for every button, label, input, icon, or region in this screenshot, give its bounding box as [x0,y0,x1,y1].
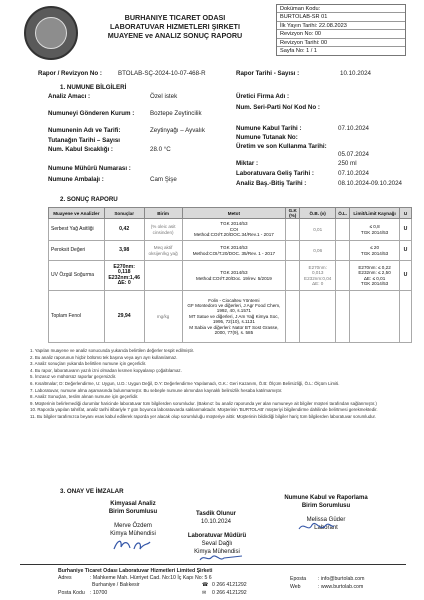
recovery-cell [286,219,300,241]
certification-date: 10.10.2024 [200,519,232,525]
footer-postal: : 10700 [90,590,108,596]
field-label: Numune Mühürü Numarası : [48,165,131,172]
result-cell: 29,94 [104,291,144,343]
column-header: Birim [144,208,182,219]
org-name: BURHANIYE TICARET ODASI [124,13,226,22]
note-item: 10. Raporda yapılan tahrifat, analiz tarihi itibariyle 7 gün boyunca laboratuvarda saklanmaktadır. Müşterinin 'BURTOLAB' müşteriyi bilgilendirme dahilinde belirtmesi gerekmektedir. [30,407,378,413]
chamber-logo [24,6,78,60]
unit-cell: (% oleic asit cinsinden) [144,219,182,241]
table-row [49,261,412,291]
signer-role: Laborant [314,525,338,531]
handwritten-signature [112,537,152,553]
result-cell: 0,42 [104,219,144,241]
method-cell: TGK 2014/53 Method:COI/T.20/Doc. 19/rev. 5/2019 [182,261,286,291]
lab-name: LABORATUVAR HIZMETLERI ŞIRKETI [110,22,240,31]
test-name-cell: Toplam Fenol [49,291,105,343]
field-label: Analiz Baş.-Bitiş Tarihi : [236,180,307,187]
note-item: 11. Bu bilgiler tarafımızca beyanı esas kabul edilerek raporda yer alacak olup sorumluluğu müşteriye aittir. Müşterinin bildirdiği bilgiler hariç tüm bilgilerden laboratuvar sorumludur. [30,413,376,419]
recovery-cell [286,241,300,261]
field-value: 07.10.2024 [338,125,369,132]
handwritten-signature [198,552,246,564]
note-item: 4. Bu rapor, laboratuvarın yazılı izni olmadan kısmen kopyalanıp çoğaltılamaz. [30,367,182,373]
field-value: 07.10.2024 [338,170,369,177]
measurement-limit-cell [336,291,350,343]
report-date: 10.10.2024 [340,70,371,77]
evaluation-cell: U [399,241,411,261]
footer-address-1: : Mahkeme Mah. Hürriyet Cad. No:10 İç Kapı No: 5 6 [90,575,212,581]
measurement-limit-cell [336,261,350,291]
note-item: 7. Laboratuvar, numune alma aşamasında bulunmamıştır. Bu sebeple numune alımından kaynaklı belirsizlik hesaba katılmamıştır. [30,387,283,393]
doc-code-label: Doküman Kodu: [277,5,405,13]
phone-icon: ☎ [202,582,209,588]
page-number: Sayfa No: 1 / 1 [280,47,318,54]
report-no-label: Rapor / Revizyon No : [38,70,102,77]
field-value: Boztepe Zeytincilik [150,110,202,117]
signature-title: Birim Sorumlusu [108,509,158,515]
result-cell: 3,98 [104,241,144,261]
field-label: Numunenin Adı ve Tarifi: [48,127,121,134]
field-value: 28.0 °C [150,146,171,153]
footer-company: Burhaniye Ticaret Odası Laboratuvar Hizmetleri Limited Şirketi [58,568,213,574]
report-no: BTOLAB-SÇ-2024-10-07-468-R [118,70,206,77]
handwritten-signature [296,519,336,535]
recovery-cell [286,291,300,343]
note-item: 2. Bu analiz raporunun hiçbir bölümü tek başına veya ayrı ayrı kullanılamaz. [30,354,178,360]
field-label: Numuneyi Gönderen Kurum : [48,110,135,117]
recovery-cell [286,261,300,291]
field-value: Özel istek [150,93,178,100]
doc-code: BURTOLAB-SR 01 [277,13,405,21]
report-header-title [80,13,270,40]
field-value: 08.10.2024-09.10.2024 [338,180,402,187]
signer-role: Kimya Mühendisi [110,531,156,537]
field-label: Tutanağın Tarihi – Sayısı [48,137,120,144]
measurement-limit-cell [336,219,350,241]
uncertainty-cell: 0,01 [300,219,336,241]
column-header: Ö.B. (±) [300,208,336,219]
field-label: Num. Seri-Parti No/ Kod No : [236,104,320,111]
field-value: Zeytinyağı – Ayvalık [150,127,205,134]
table-row [49,241,412,261]
test-name-cell: Serbest Yağ Asitliği [49,219,105,241]
signer-role: Kimya Mühendisi [194,549,240,555]
footer-web-label: Web [290,584,301,590]
results-table [48,207,412,343]
method-cell: Folin - Ciocalteu Yöntemi GF Montedoro ve diğerleri, J Agr Food Chem, 1992, 40, s.1571 MT Satue ve diğerleri, J Am Yağ Kimya Soc, 1995, 72(10), s.1131 M Sabia ve diğerleri: Natür BT Sost Grasse, 2000, 77(9), s. 585 [182,291,286,343]
measurement-limit-cell [336,241,350,261]
field-label: Üretim ve son Kullanma Tarihi: [236,143,327,150]
signature-title: Numune Kabul ve Raporlama [284,495,368,501]
note-item: 1. Yapılan muayene ve analiz sonucunda yukarıda belirtilen değerler tespit edilmiştir. [30,348,195,353]
test-name-cell: UV Özgül Soğurma [49,261,105,291]
certification-block [176,510,256,526]
first-publication-date: İlk Yayın Tarihi: 22.08.2023 [277,22,405,30]
signer-name: Melissa Güder [306,517,346,523]
results-section-title: 2. SONUÇ RAPORU [60,196,118,203]
column-header: Metot [182,208,286,219]
table-row [49,291,412,343]
column-header: G.K (%) [286,208,300,219]
column-header: Ö.L. [336,208,350,219]
field-value: 250 ml [338,160,357,167]
evaluation-cell: U [399,219,411,241]
signer-name: Merve Özdem [114,523,152,529]
document-control-box [276,4,406,56]
field-label: Laboratuvara Geliş Tarihi : [236,170,314,177]
evaluation-cell [399,291,411,343]
footer-address-label: Adres [58,575,72,581]
table-header-row [49,208,412,219]
table-row [49,219,412,241]
approval-section-title: 3. ONAY VE İMZALAR [60,488,124,495]
signature-title: Laboratuvar Müdürü [187,533,247,539]
note-item: 8. Analiz Sonuçları, teslim alınan numune için geçerlidir. [30,394,139,400]
field-label: Üretici Firma Adı : [236,93,290,100]
field-label: Analiz Amacı : [48,93,91,100]
note-item: 3. Analiz sonuçları yukarıda belirtilen numune için geçerlidir. [30,361,147,367]
uncertainty-cell: E270nm: 0,013 E232nm:0,04 ΔE: 0 [300,261,336,291]
unit-cell: mg/kg [144,291,182,343]
footer-postal-label: Posta Kodu [58,590,85,596]
field-value: 05.07.2024 [338,151,369,158]
footer-phone: 0 266 4121292 [212,582,247,588]
signer-name: Seval Dağlı [201,541,233,547]
report-title: MUAYENE ve ANALIZ SONUÇ RAPORU [107,31,243,40]
evaluation-cell: U [399,261,411,291]
footer-divider [20,564,406,565]
column-header: Muayene ve Analizler [49,208,105,219]
field-label: Numune Ambalajı : [48,176,104,183]
certification-title: Tasdik Olunur [196,511,236,517]
sample-section-title: 1. NUMUNE BİLGİLERİ [60,84,127,91]
footer-fax: 0 266 4121292 [212,590,247,596]
limit-cell: ≤ 20 TGK 2014/53 [350,241,400,261]
method-cell: TGK 2014/53 Method:COI/T.20/DOC. 35/Rev. 1 - 2017 [182,241,286,261]
field-label: Numune Kabul Tarihi : [236,125,302,132]
limit-cell [350,291,400,343]
note-item: 6. Kısaltmalar; D: Değerlendirme, U: Uygun, U.D.: Uygun Değil, D.Y: Değerlendirme Yapılamadı, G.K.: Geri Kazanım, Ö.B: Ölçüm Belirsizliği, Ö.L: Ölçüm Limiti. [30,380,340,386]
footer-email-label: Eposta [290,576,307,582]
limit-cell: E270nm: ≤ 0,22 E232nm: ≤ 2,50 ΔE: ≤ 0,01 TGK 2014/53 [350,261,400,291]
signature-title: Birim Sorumlusu [301,503,351,509]
note-item: 5. İmzasız ve mühürsüz raporlar geçersizdir. [30,374,117,380]
note-item: 9. Müşterinin belirlemediği durumlar haricinde laboratuvar tüm bilgilerden sorumludur. (Bakınız: bu analiz raporunda yer alan numuneye ait bilgiler müşteri tarafından sağlanmıştır.) [30,400,377,406]
field-value: Cam Şişe [150,176,177,183]
result-cell: E270nm: 0,118 E232nm:1,46 ΔE: 0 [104,261,144,291]
uncertainty-cell: 0,06 [300,241,336,261]
footer-email: : info@burtolab.com [318,576,365,582]
field-label: Numune Tutanak No: [236,134,298,141]
report-date-label: Rapor Tarihi - Sayısı : [236,70,300,77]
footer-web: : www.burtolab.com [318,584,364,590]
method-cell: TGK 2014/53 COI Method:COI/T.20/DOC.34/Rev.1 - 2017 [182,219,286,241]
column-header: Limit/Limit Kaynağı [350,208,400,219]
column-header: Sonuçlar [104,208,144,219]
signature-title: Kimyasal Analiz [110,501,156,507]
report-notes [30,348,408,421]
field-label: Miktar : [236,160,259,167]
field-label: Num. Kabul Sıcaklığı : [48,146,113,153]
test-name-cell: Peroksit Değeri [49,241,105,261]
uncertainty-cell [300,291,336,343]
revision-date: Revizyon Tarihi: 00 [277,39,405,47]
footer-address-2: Burhaniye / Balıkesir [92,582,140,588]
column-header: U [399,208,411,219]
limit-cell: ≤ 0,8 TGK 2014/53 [350,219,400,241]
fax-icon: ✉ [202,590,207,596]
unit-cell [144,261,182,291]
unit-cell: Meq aktif oksijen/kg yağ [144,241,182,261]
revision-no: Revizyon No: 00 [277,30,405,38]
